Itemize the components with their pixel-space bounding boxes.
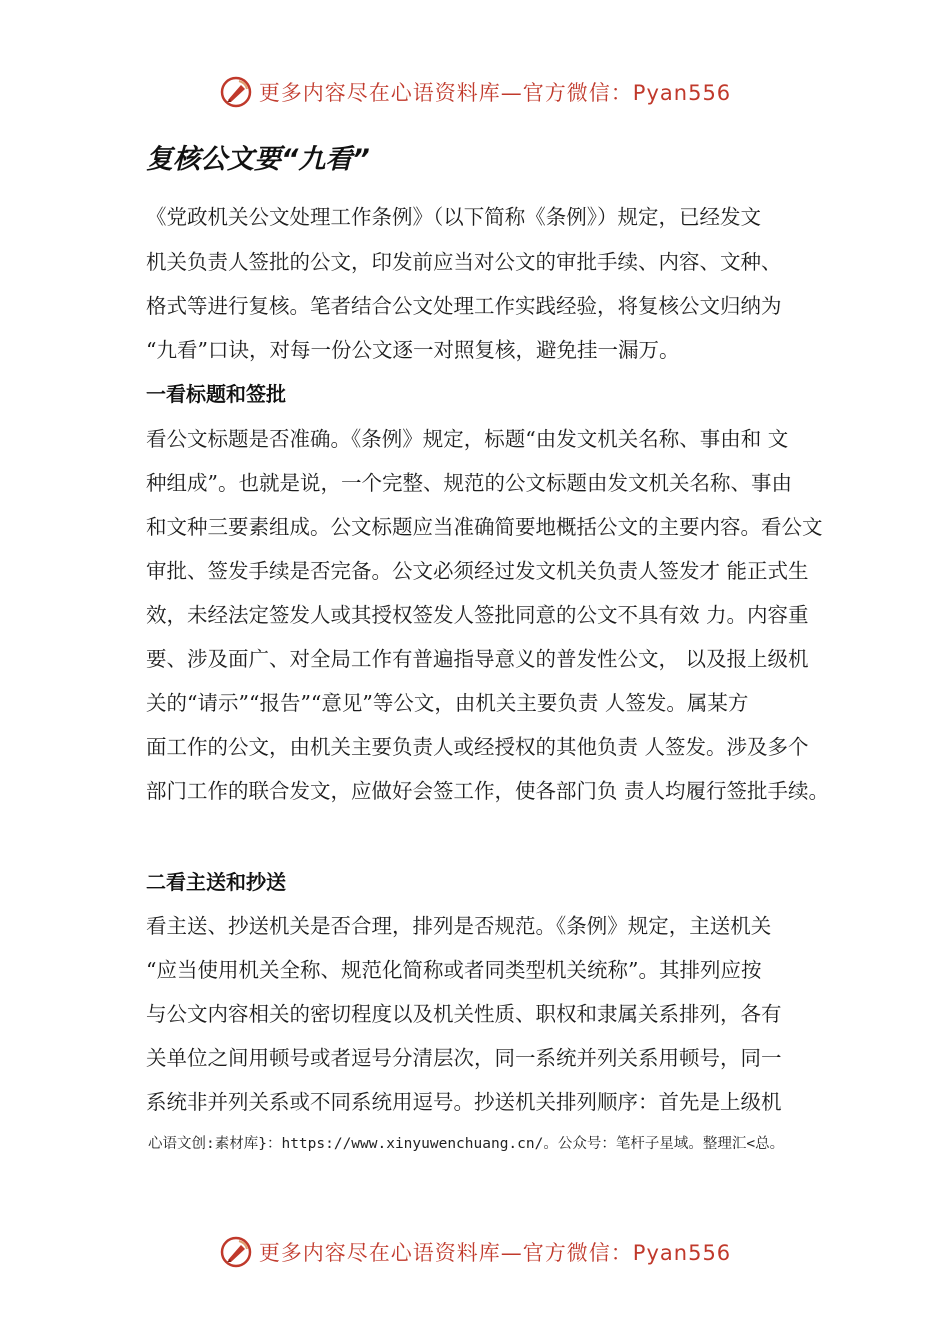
banner-text: 更多内容尽在心语资料库—官方微信：Pyan556	[258, 1241, 732, 1265]
source-footer-note: 心语文创:素材库}：https://www.xinyuwenchuang.cn/。公众号：笔杆子星域。整理汇<总。	[148, 1136, 785, 1152]
intro-line: 格式等进行复核。笔者结合公文处理工作实践经验，将复核公文归纳为	[146, 294, 782, 318]
intro-line: 机关负责人签批的公文，印发前应当对公文的审批手续、内容、文种、	[146, 250, 782, 274]
paragraph-line: 系统非并列关系或不同系统用逗号。抄送机关排列顺序：首先是上级机	[146, 1090, 782, 1114]
paragraph-line: 关的“请示”“报告”“意见”等公文，由机关主要负责 人签发。属某方	[146, 691, 749, 715]
pen-nib-logo-icon	[219, 75, 253, 109]
section-heading: 一看标题和签批	[146, 382, 286, 406]
paragraph-line: 关单位之间用顿号或者逗号分清层次，同一系统并列关系用顿号，同一	[146, 1046, 782, 1070]
footer-banner	[0, 1232, 950, 1272]
paragraph-line: 要、涉及面广、对全局工作有普遍指导意义的普发性公文， 以及报上级机	[146, 647, 809, 671]
header-banner	[0, 72, 950, 112]
page-title: 复核公文要“九看”	[146, 144, 370, 175]
paragraph-line: “应当使用机关全称、规范化简称或者同类型机关统称”。其排列应按	[146, 958, 762, 982]
pen-nib-logo-icon	[219, 1235, 253, 1269]
paragraph-line: 部门工作的联合发文，应做好会签工作，使各部门负 责人均履行签批手续。	[146, 779, 830, 803]
banner-text: 更多内容尽在心语资料库—官方微信：Pyan556	[258, 81, 732, 105]
section-heading: 二看主送和抄送	[146, 870, 286, 894]
paragraph-line: 效，未经法定签发人或其授权签发人签批同意的公文不具有效 力。内容重	[146, 603, 809, 627]
paragraph-line: 与公文内容相关的密切程度以及机关性质、职权和隶属关系排列，各有	[146, 1002, 782, 1026]
paragraph-line: 面工作的公文，由机关主要负责人或经授权的其他负责 人签发。涉及多个	[146, 735, 809, 759]
paragraph-line: 审批、签发手续是否完备。公文必须经过发文机关负责人签发才 能正式生	[146, 559, 809, 583]
paragraph-line: 看公文标题是否准确。《条例》规定，标题“由发文机关名称、事由和 文	[146, 427, 789, 451]
paragraph-line: 和文种三要素组成。公文标题应当准确简要地概括公文的主要内容。看公文	[146, 515, 823, 539]
paragraph-line: 种组成”。也就是说，一个完整、规范的公文标题由发文机关名称、事由	[146, 471, 792, 495]
paragraph-line: 看主送、抄送机关是否合理，排列是否规范。《条例》规定，主送机关	[146, 914, 772, 938]
intro-line: 《党政机关公文处理工作条例》（以下简称《条例》）规定，已经发文	[146, 205, 761, 229]
intro-line: “九看”口诀，对每一份公文逐一对照复核，避免挂一漏万。	[146, 338, 680, 362]
